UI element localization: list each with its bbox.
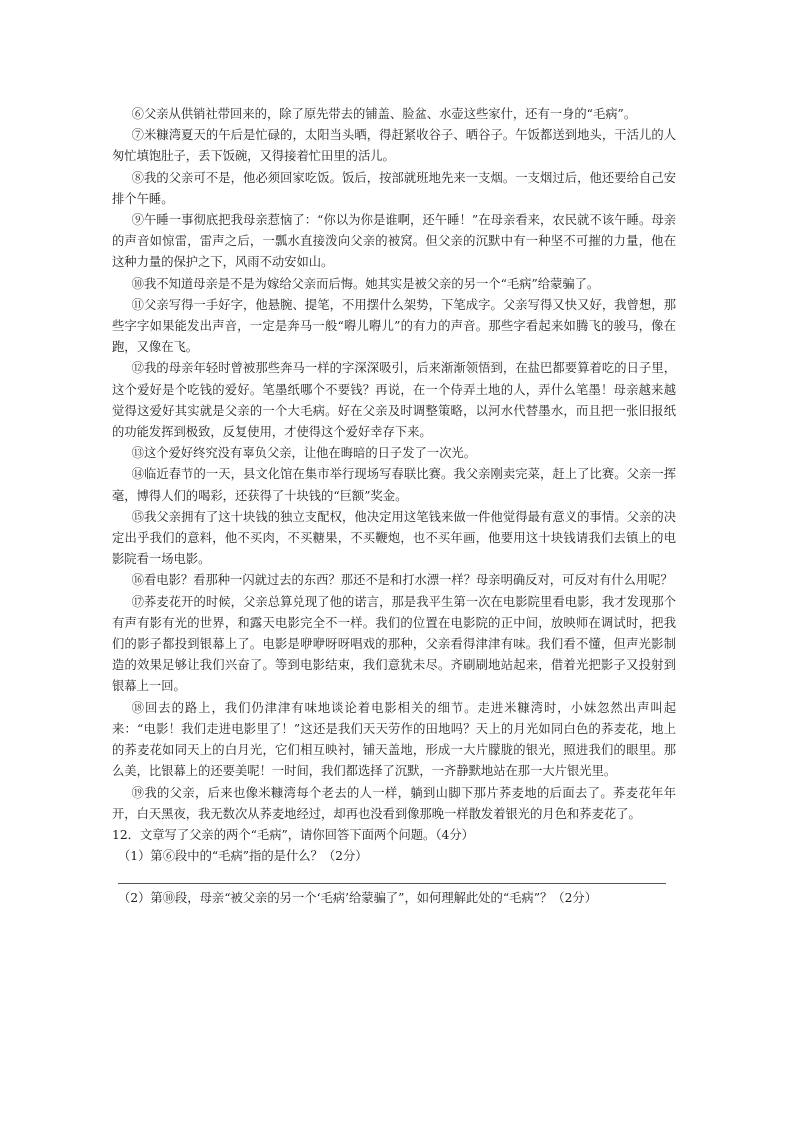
paragraph-10: ⑩我不知道母亲是不是为嫁给父亲而后悔。她其实是被父亲的另一个“毛病”给蒙骗了。	[131, 276, 600, 291]
paragraph-17: ⑰荞麦花开的时候，父亲总算兑现了他的诺言，那是我平生第一次在电影院里看电影，我才发现那个有声有影有光的世界，和露天电影完全不一样。我们的位置在电影院的正中间，放映师在调试时，把我们的影子都投到银幕上了。电影是咿咿呀呀唱戏的那种，父亲看得津津有味。我们看不懂，但声光影制造的效果足够让我们兴奋了。等到电影结束，我们意犹未尽。齐刷刷地站起来，借着光把影子又投射到银幕上一回。	[112, 594, 676, 694]
question-12-part-1: （1）第⑥段中的“毛病”指的是什么？（2分）	[118, 849, 368, 864]
paragraph-6: ⑥父亲从供销社带回来的，除了原先带去的铺盖、脸盆、水壶这些家什，还有一身的“毛病”。	[131, 107, 637, 121]
paragraph-19: ⑲我的父亲，后来也像米糠湾每个老去的人一样，躺到山脚下那片荞麦地的后面去了。荞麦花年年开，白天黑夜，我无数次从荞麦地经过，却再也没看到像那晚一样散发着银光的月色和荞麦花了。	[112, 785, 676, 821]
paragraph-13: ⑬这个爱好终究没有辜负父亲，让他在晦暗的日子发了一次光。	[131, 446, 476, 461]
paragraph-18: ⑱回去的路上，我们仍津津有味地谈论着电影相关的细节。走进米糠湾时，小妹忽然出声叫起来：“电影！我们走进电影里了！”这还是我们天天劳作的田地吗？天上的月光如同白色的荞麦花，地上的荞麦花如同天上的白月光，它们相互映衬，铺天盖地，形成一大片朦胧的银光，照进我们的眼里。那么美，比银幕上的还要美呢！一时间，我们都选择了沉默，一齐静默地站在那一大片银光里。	[112, 700, 676, 779]
paragraph-15: ⑮我父亲拥有了这十块钱的独立支配权，他决定用这笔钱来做一件他觉得最有意义的事情。父亲的决定出乎我们的意料，他不买肉，不买糖果，不买鞭炮，也不买年画，他要用这十块钱请我们去镇上的电影院看一场电影。	[112, 509, 676, 567]
question-12: 12．文章写了父亲的两个“毛病”，请你回答下面两个问题。（4分）	[112, 827, 474, 842]
paragraph-9: ⑨午睡一事彻底把我母亲惹恼了：“你以为你是谁啊，还午睡！”在母亲看来，农民就不该午睡。母亲的声音如惊雷，雷声之后，一瓢水直接泼向父亲的被窝。但父亲的沉默中有一种坚不可摧的力量，他在这种力量的保护之下，风雨不动安如山。	[112, 213, 676, 270]
question-12-part-2: （2）第⑩段，母亲“被父亲的另一个‘毛病’给蒙骗了”，如何理解此处的“毛病”？（2分）	[118, 891, 598, 906]
document-page	[112, 104, 676, 910]
paragraph-16: ⑯看电影？看那种一闪就过去的东西？那还不是和打水漂一样？母亲明确反对，可反对有什么用呢？	[131, 573, 673, 588]
paragraph-11: ⑪父亲写得一手好字，他悬腕、提笔，不用摆什么架势，下笔成字。父亲写得又快又好，我曾想，那些字字如果能发出声音，一定是奔马一般“嘚儿嘚儿”的有力的声音。那些字看起来如腾飞的骏马，像在跑，又像在飞。	[112, 297, 676, 355]
paragraph-12: ⑫我的母亲年轻时曾被那些奔马一样的字深深吸引，后来渐渐领悟到，在盐巴都要算着吃的日子里，这个爱好是个吃钱的爱好。笔墨纸哪个不要钱？再说，在一个侍弄土地的人，弄什么笔墨！母亲越来越觉得这爱好其实就是父亲的一个大毛病。好在父亲及时调整策略，以河水代替墨水，而且把一张旧报纸的功能发挥到极致，反复使用，才使得这个爱好幸存下来。	[112, 361, 676, 440]
paragraph-14: ⑭临近春节的一天，县文化馆在集市举行现场写春联比赛。我父亲刚卖完菜，赶上了比赛。父亲一挥毫，博得人们的喝彩，还获得了十块钱的“巨额”奖金。	[112, 467, 676, 503]
paragraph-7: ⑦米糠湾夏天的午后是忙碌的，太阳当头晒，得赶紧收谷子、晒谷子。午饭都送到地头，干活儿的人匆忙填饱肚子，丢下饭碗，又得接着忙田里的活儿。	[112, 128, 676, 164]
paragraph-8: ⑧我的父亲可不是，他必须回家吃饭。饭后，按部就班地先来一支烟。一支烟过后，他还要给自己安排个午睡。	[112, 170, 676, 206]
answer-line[interactable]	[118, 867, 666, 884]
